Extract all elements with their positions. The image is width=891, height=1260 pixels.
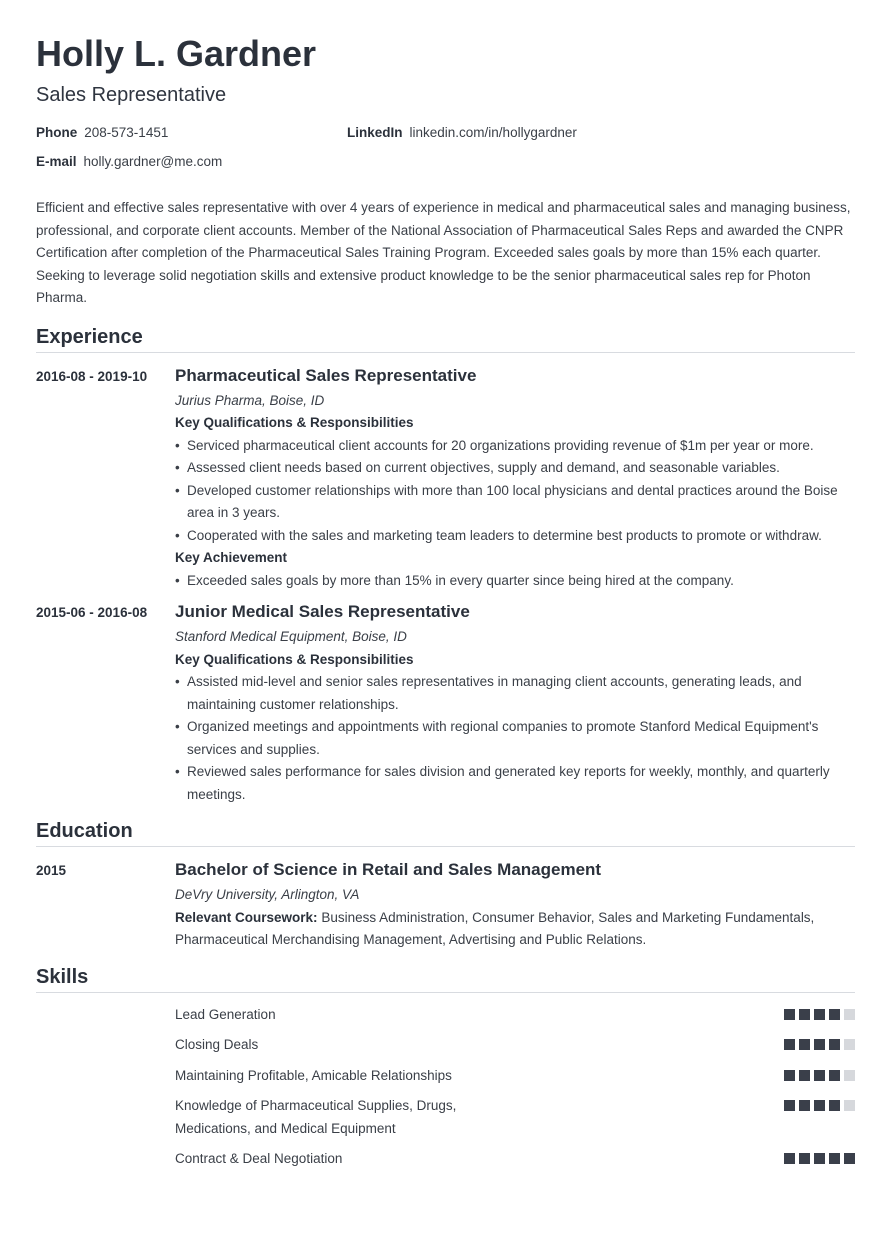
skill-rating (784, 1065, 855, 1081)
rating-filled-square (799, 1039, 810, 1050)
experience-heading: Experience (36, 325, 855, 353)
responsibilities-list (175, 671, 855, 806)
rating-filled-square (799, 1070, 810, 1081)
candidate-role: Sales Representative (36, 84, 227, 106)
responsibilities-heading: Key Qualifications & Responsibilities (175, 415, 414, 431)
rating-filled-square (784, 1100, 795, 1111)
skills-heading: Skills (36, 965, 855, 993)
bullet-icon: • (175, 674, 180, 690)
job-company: Stanford Medical Equipment, Boise, ID (175, 629, 407, 645)
skill-rating (784, 1148, 855, 1164)
bullet-icon: • (175, 460, 180, 476)
coursework-label: Relevant Coursework: (175, 909, 318, 925)
linkedin-link[interactable]: linkedin.com/in/hollygardner (409, 125, 577, 140)
rating-filled-square (799, 1009, 810, 1020)
job-title: Pharmaceutical Sales Representative (175, 365, 477, 385)
bullet-icon: • (175, 527, 180, 543)
job-dates: 2015-06 - 2016-08 (36, 605, 148, 621)
phone-value: 208-573-1451 (84, 125, 169, 140)
achievement-heading: Key Achievement (175, 550, 288, 566)
list-item: • Reviewed sales performance for sales division and generated key reports for weekly, monthly, and quarterly meetings. (175, 761, 855, 806)
list-item: • Assisted mid-level and senior sales representatives in managing client accounts, generating leads, and maintaining customer relationships. (175, 671, 855, 716)
rating-filled-square (814, 1153, 825, 1164)
candidate-name: Holly L. Gardner (36, 33, 317, 74)
experience-entry (36, 600, 855, 806)
rating-filled-square (784, 1153, 795, 1164)
rating-filled-square (829, 1039, 840, 1050)
list-item: • Exceeded sales goals by more than 15% in every quarter since being hired at the company. (175, 570, 855, 593)
skills-list (36, 1004, 855, 1171)
email-label: E-mail (36, 154, 77, 169)
skill-rating (784, 1034, 855, 1050)
rating-filled-square (799, 1100, 810, 1111)
rating-empty-square (844, 1009, 855, 1020)
email-item (36, 153, 222, 171)
rating-filled-square (829, 1153, 840, 1164)
bullet-icon: • (175, 572, 180, 588)
contact-info (36, 124, 855, 184)
education-heading: Education (36, 819, 855, 847)
job-company: Jurius Pharma, Boise, ID (175, 392, 325, 408)
achievements-list (175, 570, 855, 593)
job-dates: 2016-08 - 2019-10 (36, 368, 148, 384)
bullet-icon: • (175, 719, 180, 735)
rating-filled-square (844, 1153, 855, 1164)
rating-empty-square (844, 1039, 855, 1050)
rating-filled-square (829, 1070, 840, 1081)
summary-paragraph: Efficient and effective sales representative with over 4 years of experience in medical and pharmaceutical sales and managing business, professional, and corporate client accounts. Member of the National Association of Pharmaceutical Sales Reps and awarded the CNPR Certification after completion of the Pharmaceutical Sales Training Program. Exceeded sales goals by more than 15% each quarter. Seeking to leverage solid negotiation skills and extensive product knowledge to be the senior pharmaceutical sales rep for Photon Pharma. (36, 200, 851, 306)
job-title: Junior Medical Sales Representative (175, 602, 470, 622)
skill-rating (784, 1095, 855, 1111)
rating-filled-square (784, 1009, 795, 1020)
linkedin-item (347, 124, 577, 142)
rating-filled-square (829, 1100, 840, 1111)
skill-row (36, 1065, 855, 1088)
rating-filled-square (784, 1070, 795, 1081)
list-item: • Serviced pharmaceutical client accounts for 20 organizations providing revenue of $1m per year or more. (175, 435, 855, 458)
bullet-icon: • (175, 482, 180, 498)
skill-name: Lead Generation (175, 1006, 276, 1022)
skill-name: Contract & Deal Negotiation (175, 1151, 343, 1167)
skill-name: Closing Deals (175, 1037, 259, 1053)
rating-filled-square (814, 1009, 825, 1020)
phone-item (36, 124, 168, 142)
skill-row (36, 1095, 855, 1140)
skill-row (36, 1034, 855, 1057)
coursework-text: Business Administration, Consumer Behavior, Sales and Marketing Fundamentals, Pharmaceutical Merchandising Management, Advertising and Public Relations. (175, 909, 815, 948)
phone-label: Phone (36, 125, 78, 140)
education-year: 2015 (36, 863, 67, 879)
linkedin-label: LinkedIn (347, 125, 403, 140)
bullet-icon: • (175, 764, 180, 780)
rating-filled-square (814, 1039, 825, 1050)
education-entry (36, 858, 855, 952)
skill-row (36, 1004, 855, 1027)
responsibilities-heading: Key Qualifications & Responsibilities (175, 651, 414, 667)
experience-entry (36, 364, 855, 593)
degree-title: Bachelor of Science in Retail and Sales Management (175, 860, 602, 880)
skill-row (36, 1148, 855, 1171)
rating-empty-square (844, 1100, 855, 1111)
skill-name: Maintaining Profitable, Amicable Relationships (175, 1067, 452, 1083)
rating-filled-square (814, 1070, 825, 1081)
rating-empty-square (844, 1070, 855, 1081)
skill-rating (784, 1004, 855, 1020)
list-item: • Cooperated with the sales and marketing team leaders to determine best products to promote or withdraw. (175, 525, 855, 548)
rating-filled-square (829, 1009, 840, 1020)
email-link[interactable]: holly.gardner@me.com (83, 154, 223, 169)
responsibilities-list (175, 435, 855, 548)
school-name: DeVry University, Arlington, VA (175, 887, 360, 903)
rating-filled-square (784, 1039, 795, 1050)
coursework (175, 907, 855, 952)
rating-filled-square (799, 1153, 810, 1164)
bullet-icon: • (175, 437, 180, 453)
rating-filled-square (814, 1100, 825, 1111)
skill-name: Knowledge of Pharmaceutical Supplies, Drugs, Medications, and Medical Equipment (175, 1098, 457, 1136)
list-item: • Assessed client needs based on current objectives, supply and demand, and seasonable variables. (175, 457, 855, 480)
list-item: • Organized meetings and appointments with regional companies to promote Stanford Medical Equipment's services and supplies. (175, 716, 855, 761)
list-item: • Developed customer relationships with more than 100 local physicians and dental practices around the Boise area in 3 years. (175, 480, 855, 525)
